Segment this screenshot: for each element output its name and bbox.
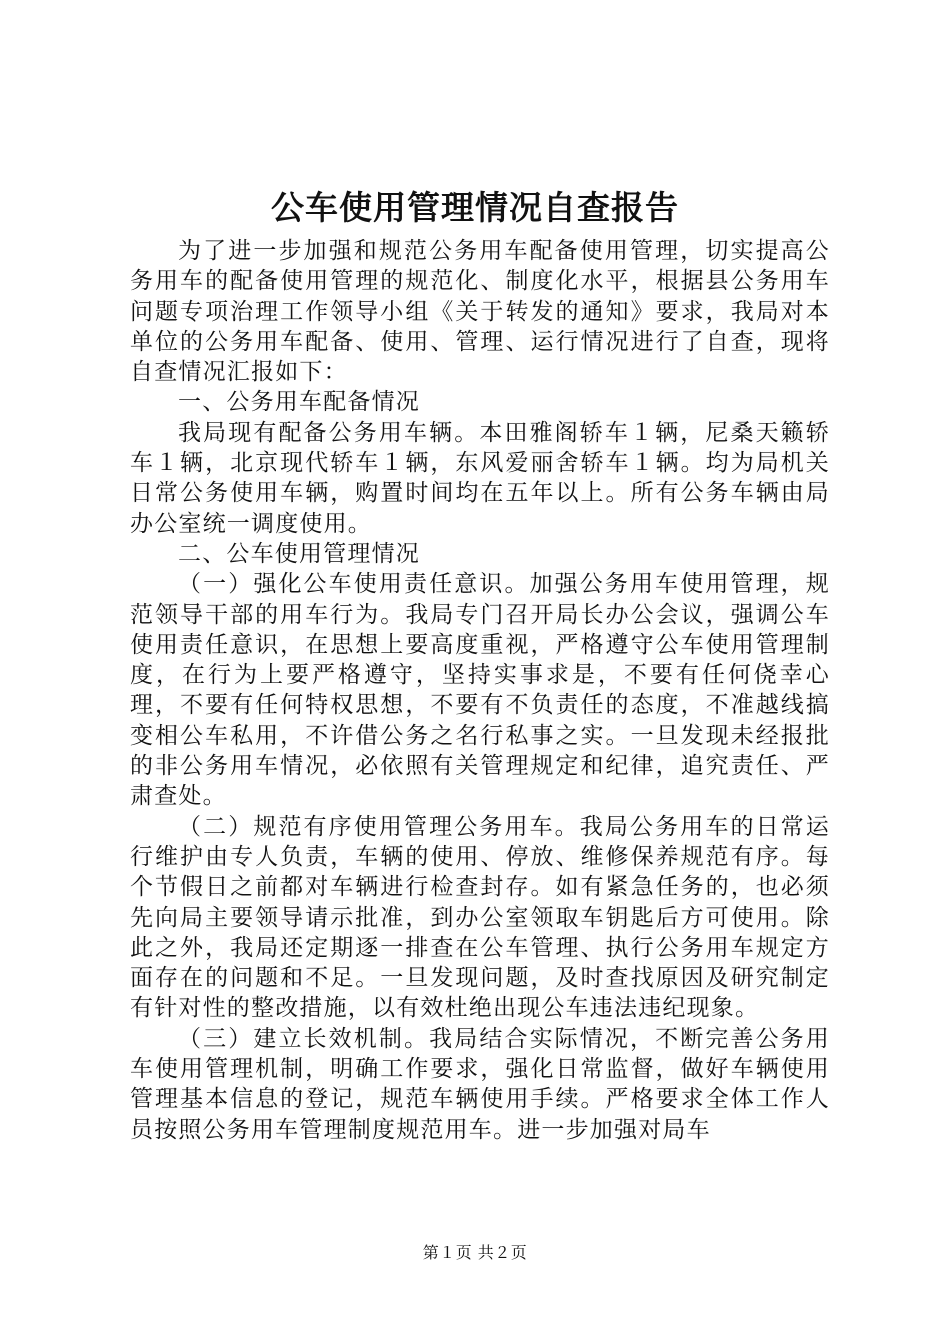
section-heading-1: 一、公务用车配备情况 <box>178 389 420 416</box>
page-number-footer: 第１页 共２页 <box>422 1243 528 1262</box>
paragraph-vehicle-allocation: 我局现有配备公务用车辆。本田雅阁轿车１辆，尼桑天籁轿车１辆，北京现代轿车１辆，东风爱丽舍轿车１辆。均为局机关日常公务使用车辆，购置时间均在五年以上。所有公务车辆由局办公室统一调度使用。 <box>130 419 830 537</box>
paragraph-responsibility: （一）强化公车使用责任意识。加强公务用车使用管理，规范领导干部的用车行为。我局专门召开局长办公会议，强调公车使用责任意识，在思想上要高度重视，严格遵守公车使用管理制度，在行为上要严格遵守，坚持实事求是，不要有任何侥幸心理，不要有任何特权思想，不要有不负责任的态度，不准越线搞变相公车私用，不许借公务之名行私事之实。一旦发现未经报批的非公务用车情况，必依照有关管理规定和纪律，追究责任、严肃查处。 <box>130 571 830 810</box>
paragraph-standard-use: （二）规范有序使用管理公务用车。我局公务用车的日常运行维护由专人负责，车辆的使用、停放、维修保养规范有序。每个节假日之前都对车辆进行检查封存。如有紧急任务的，也必须先向局主要领导请示批准，到办公室领取车钥匙后方可使用。除此之外，我局还定期逐一排查在公车管理、执行公务用车规定方面存在的问题和不足。一旦发现问题，及时查找原因及研究制定有针对性的整改措施，以有效杜绝出现公车违法违纪现象。 <box>130 813 830 1022</box>
document-body <box>130 236 830 1145</box>
section-heading-2: 二、公车使用管理情况 <box>178 540 420 567</box>
document-title: 公车使用管理情况自查报告 <box>271 188 679 227</box>
paragraph-intro: 为了进一步加强和规范公务用车配备使用管理，切实提高公务用车的配备使用管理的规范化、制度化水平，根据县公务用车问题专项治理工作领导小组《关于转发的通知》要求，我局对本单位的公务用车配备、使用、管理、运行情况进行了自查，现将自查情况汇报如下： <box>130 238 830 386</box>
paragraph-long-term-mechanism: （三）建立长效机制。我局结合实际情况，不断完善公务用车使用管理机制，明确工作要求，强化日常监督，做好车辆使用管理基本信息的登记，规范车辆使用手续。严格要求全体工作人员按照公务用车管理制度规范用车。进一步加强对局车 <box>130 1025 830 1143</box>
